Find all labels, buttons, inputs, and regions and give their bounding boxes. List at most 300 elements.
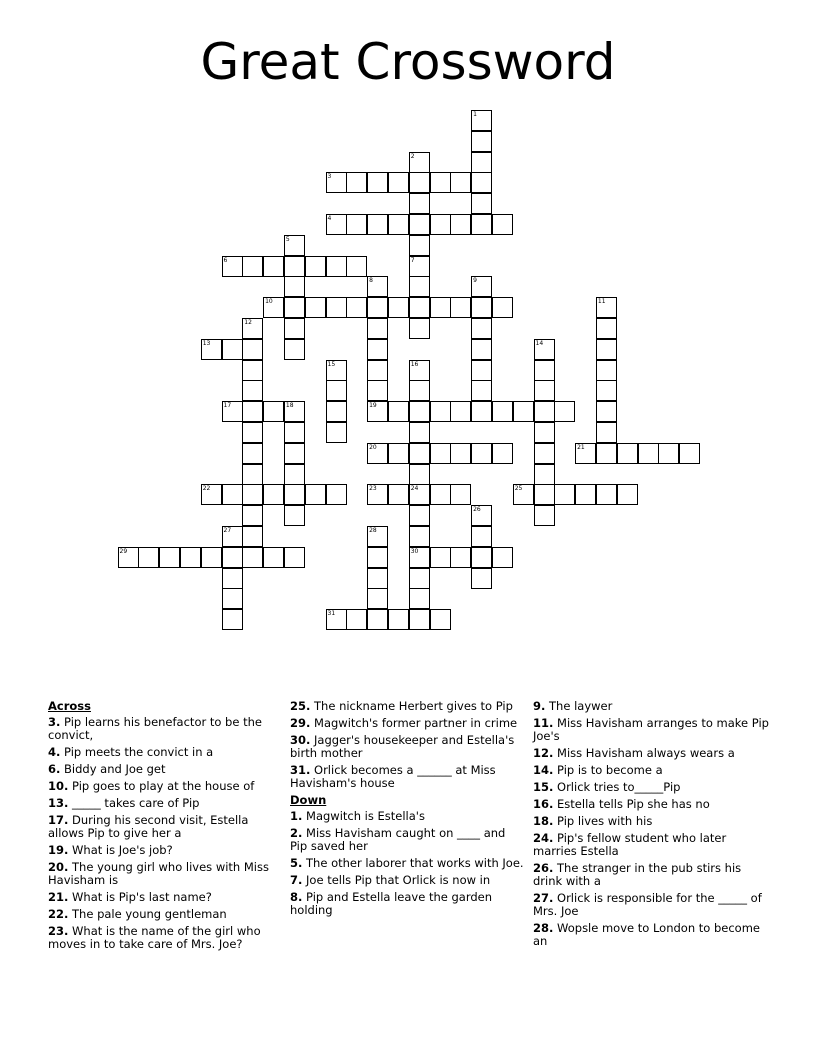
cell-number: 20 [369,443,377,451]
clue-item [533,747,769,760]
grid-cell[interactable] [367,276,388,297]
grid-cell[interactable] [159,547,180,568]
grid-cell[interactable] [284,484,305,505]
grid-cell[interactable] [492,547,513,568]
grid-cell[interactable] [180,547,201,568]
grid-cell[interactable] [409,484,430,505]
clue-text: Pip goes to play at the house of [68,779,255,793]
grid-cell[interactable] [471,172,492,193]
clue-number: 23. [48,924,69,938]
clue-text: Jagger's housekeeper and Estella's birth mother [290,733,515,760]
clue-text: Orlick becomes a ______ at Miss Havisham's house [290,763,496,790]
clue-number: 20. [48,860,69,874]
clue-number: 28. [533,921,554,935]
grid-cell[interactable] [326,172,347,193]
clue-item [290,827,526,853]
grid-cell[interactable] [471,380,492,401]
clue-text: Pip learns his benefactor to be the convict, [48,715,262,742]
grid-cell[interactable] [430,547,451,568]
grid-cell[interactable] [284,276,305,297]
grid-cell[interactable] [242,401,263,422]
grid-cell[interactable] [367,401,388,422]
grid-cell[interactable] [409,297,430,318]
cell-number: 21 [577,443,585,451]
clue-column-3 [533,700,769,952]
grid-cell[interactable] [492,214,513,235]
grid-cell[interactable] [201,547,222,568]
grid-cell[interactable] [222,401,243,422]
grid-cell[interactable] [367,526,388,547]
grid-cell[interactable] [222,484,243,505]
clue-text: Miss Havisham caught on ____ and Pip saved her [290,826,506,853]
clue-number: 16. [533,797,554,811]
grid-cell[interactable] [222,588,243,609]
grid-cell[interactable] [471,360,492,381]
clue-heading: Across [48,699,91,713]
clue-text: Biddy and Joe get [60,762,166,776]
grid-cell[interactable] [409,214,430,235]
grid-cell[interactable] [367,172,388,193]
grid-cell[interactable] [222,547,243,568]
grid-cell[interactable] [575,443,596,464]
grid-cell[interactable] [409,609,430,630]
clue-text: Pip meets the convict in a [60,745,214,759]
grid-cell[interactable] [430,172,451,193]
clue-item [48,814,284,840]
grid-cell[interactable] [409,401,430,422]
clue-number: 2. [290,826,303,840]
cell-number: 7 [410,256,415,264]
cell-number: 31 [327,610,336,618]
clue-text: Estella tells Pip she has no [553,797,710,811]
clue-item [48,716,284,742]
grid-cell[interactable] [430,297,451,318]
clue-number: 19. [48,843,69,857]
clue-number: 5. [290,856,303,870]
clue-item [533,862,769,888]
grid-cell[interactable] [242,464,263,485]
clue-text: Magwitch is Estella's [302,809,425,823]
grid-cell[interactable] [450,401,471,422]
clue-text: What is the name of the girl who moves in to take care of Mrs. Joe? [48,924,261,951]
cell-number: 3 [327,173,332,181]
clue-number: 12. [533,746,554,760]
cell-number: 13 [202,339,211,347]
grid-cell[interactable] [284,464,305,485]
grid-cell[interactable] [326,484,347,505]
clue-item [290,700,526,713]
grid-cell[interactable] [242,484,263,505]
grid-cell[interactable] [388,443,409,464]
grid-cell[interactable] [388,297,409,318]
grid-cell[interactable] [222,609,243,630]
grid-cell[interactable] [284,297,305,318]
grid-cell[interactable] [346,172,367,193]
cell-number: 11 [597,298,606,306]
grid-cell[interactable] [409,568,430,589]
cell-number: 23 [369,485,377,493]
grid-cell[interactable] [284,422,305,443]
grid-cell[interactable] [326,380,347,401]
grid-cell[interactable] [388,401,409,422]
grid-cell[interactable] [409,380,430,401]
grid-cell[interactable] [430,609,451,630]
grid-cell[interactable] [471,297,492,318]
grid-cell[interactable] [534,401,555,422]
cell-number: 6 [223,256,228,264]
grid-cell[interactable] [346,297,367,318]
grid-cell[interactable] [471,318,492,339]
grid-cell[interactable] [450,443,471,464]
grid-cell[interactable] [409,547,430,568]
grid-cell[interactable] [118,547,139,568]
grid-cell[interactable] [471,526,492,547]
grid-cell[interactable] [596,401,617,422]
grid-cell[interactable] [326,422,347,443]
clue-number: 7. [290,873,303,887]
grid-cell[interactable] [534,360,555,381]
clue-column-1 [48,700,284,955]
clue-item [48,861,284,887]
grid-cell[interactable] [367,547,388,568]
clue-item [290,891,526,917]
grid-cell[interactable] [242,256,263,277]
grid-cell[interactable] [596,360,617,381]
grid-cell[interactable] [409,172,430,193]
cell-number: 10 [265,298,273,306]
clue-item [533,892,769,918]
clue-item [290,717,526,730]
clue-number: 10. [48,779,69,793]
grid-cell[interactable] [471,152,492,173]
grid-cell[interactable] [596,318,617,339]
grid-cell[interactable] [430,484,451,505]
grid-cell[interactable] [201,339,222,360]
clue-item [533,764,769,777]
grid-cell[interactable] [409,360,430,381]
grid-cell[interactable] [263,484,284,505]
clue-number: 4. [48,745,61,759]
grid-cell[interactable] [367,484,388,505]
clue-text: What is Joe's job? [68,843,173,857]
grid-cell[interactable] [326,401,347,422]
cell-number: 27 [223,527,232,534]
cell-number: 16 [410,360,419,368]
clue-text: _____ takes care of Pip [68,796,200,810]
grid-cell[interactable] [388,609,409,630]
grid-cell[interactable] [242,318,263,339]
grid-cell[interactable] [534,339,555,360]
cell-number: 15 [327,360,336,368]
grid-cell[interactable] [409,318,430,339]
grid-cell[interactable] [326,256,347,277]
clue-number: 11. [533,716,554,730]
clue-text: Pip lives with his [553,814,653,828]
grid-cell[interactable] [284,505,305,526]
grid-cell[interactable] [263,401,284,422]
grid-cell[interactable] [430,443,451,464]
grid-cell[interactable] [534,464,555,485]
clue-number: 8. [290,890,303,904]
grid-cell[interactable] [534,380,555,401]
clue-text: The laywer [545,699,613,713]
clue-item [48,780,284,793]
grid-cell[interactable] [367,380,388,401]
grid-cell[interactable] [638,443,659,464]
grid-cell[interactable] [242,360,263,381]
grid-cell[interactable] [409,505,430,526]
grid-cell[interactable] [346,609,367,630]
clue-number: 21. [48,890,69,904]
grid-cell[interactable] [471,214,492,235]
grid-cell[interactable] [409,193,430,214]
grid-cell[interactable] [575,484,596,505]
grid-cell[interactable] [367,318,388,339]
clue-text: Miss Havisham always wears a [553,746,735,760]
grid-cell[interactable] [284,235,305,256]
grid-cell[interactable] [430,401,451,422]
clue-number: 3. [48,715,61,729]
grid-cell[interactable] [284,401,305,422]
clue-column-2 [290,700,526,921]
grid-cell[interactable] [471,110,492,131]
clue-number: 6. [48,762,61,776]
clue-text: The young girl who lives with Miss Havisham is [48,860,269,887]
grid-cell[interactable] [492,443,513,464]
clue-item [533,832,769,858]
cell-number: 30 [410,547,419,555]
clue-item [290,874,526,887]
cell-number: 18 [285,402,294,410]
grid-cell[interactable] [471,547,492,568]
cell-number: 19 [369,402,377,410]
grid-cell[interactable] [554,401,575,422]
clue-number: 13. [48,796,69,810]
clue-item [48,763,284,776]
grid-cell[interactable] [138,547,159,568]
grid-cell[interactable] [326,609,347,630]
grid-cell[interactable] [346,256,367,277]
cell-number: 22 [202,485,211,493]
clue-text: Wopsle move to London to become an [533,921,760,948]
clue-item [48,844,284,857]
grid-cell[interactable] [596,422,617,443]
grid-cell[interactable] [534,443,555,464]
grid-cell[interactable] [284,547,305,568]
grid-cell[interactable] [409,464,430,485]
clue-text: Pip is to become a [553,763,663,777]
grid-cell[interactable] [222,339,243,360]
grid-cell[interactable] [263,547,284,568]
clue-item [533,815,769,828]
grid-cell[interactable] [367,609,388,630]
grid-cell[interactable] [471,443,492,464]
grid-cell[interactable] [596,443,617,464]
clue-number: 9. [533,699,546,713]
grid-cell[interactable] [242,339,263,360]
clue-number: 22. [48,907,69,921]
cell-number: 17 [223,402,232,410]
clue-item [48,746,284,759]
clue-item [48,797,284,810]
clue-item [290,810,526,823]
clue-item [533,781,769,794]
grid-cell[interactable] [367,214,388,235]
grid-cell[interactable] [409,276,430,297]
grid-cell[interactable] [326,214,347,235]
grid-cell[interactable] [346,214,367,235]
clue-text: Joe tells Pip that Orlick is now in [302,873,491,887]
grid-cell[interactable] [263,297,284,318]
grid-cell[interactable] [222,568,243,589]
grid-cell[interactable] [409,152,430,173]
grid-cell[interactable] [388,214,409,235]
grid-cell[interactable] [284,256,305,277]
clue-number: 14. [533,763,554,777]
clue-text: Miss Havisham arranges to make Pip Joe's [533,716,769,743]
grid-cell[interactable] [471,276,492,297]
grid-cell[interactable] [554,484,575,505]
grid-cell[interactable] [596,380,617,401]
grid-cell[interactable] [492,401,513,422]
cell-number: 25 [514,485,523,493]
cell-number: 29 [119,547,128,555]
clue-item [533,798,769,811]
cell-number: 2 [410,152,415,160]
cell-number: 9 [473,277,477,285]
grid-cell[interactable] [450,484,471,505]
grid-cell[interactable] [596,484,617,505]
grid-cell[interactable] [471,131,492,152]
clue-item [533,922,769,948]
grid-cell[interactable] [534,484,555,505]
grid-cell[interactable] [326,297,347,318]
clue-heading: Down [290,793,327,807]
grid-cell[interactable] [617,484,638,505]
grid-cell[interactable] [367,360,388,381]
clue-text: Magwitch's former partner in crime [310,716,518,730]
grid-cell[interactable] [450,547,471,568]
grid-cell[interactable] [596,339,617,360]
grid-cell[interactable] [617,443,638,464]
clue-number: 1. [290,809,303,823]
grid-cell[interactable] [305,297,326,318]
grid-cell[interactable] [471,339,492,360]
clue-number: 30. [290,733,311,747]
grid-cell[interactable] [513,401,534,422]
grid-cell[interactable] [409,526,430,547]
cell-number: 12 [244,319,252,326]
clue-text: The nickname Herbert gives to Pip [310,699,513,713]
grid-cell[interactable] [388,172,409,193]
grid-cell[interactable] [471,505,492,526]
grid-cell[interactable] [450,297,471,318]
grid-cell[interactable] [367,568,388,589]
grid-cell[interactable] [222,526,243,547]
grid-cell[interactable] [242,526,263,547]
clue-item [533,700,769,713]
cell-number: 26 [473,506,481,514]
grid-cell[interactable] [492,297,513,318]
clue-number: 31. [290,763,311,777]
clue-item [48,908,284,921]
cell-number: 14 [535,339,544,347]
cell-number: 24 [410,485,419,493]
grid-cell[interactable] [409,588,430,609]
grid-cell[interactable] [242,443,263,464]
grid-cell[interactable] [388,484,409,505]
clue-number: 25. [290,699,311,713]
clue-text: During his second visit, Estella allows Pip to give her a [48,813,249,840]
clue-text: The pale young gentleman [68,907,227,921]
grid-cell[interactable] [284,318,305,339]
grid-cell[interactable] [471,568,492,589]
clue-text: Pip and Estella leave the garden holding [290,890,493,917]
grid-cell[interactable] [450,214,471,235]
clue-item [48,891,284,904]
grid-cell[interactable] [263,256,284,277]
grid-cell[interactable] [430,214,451,235]
grid-cell[interactable] [409,443,430,464]
clue-item [290,857,526,870]
cell-number: 8 [369,277,373,285]
grid-cell[interactable] [305,484,326,505]
clue-text: What is Pip's last name? [68,890,212,904]
clue-text: The stranger in the pub stirs his drink with a [533,861,742,888]
grid-cell[interactable] [326,360,347,381]
clue-text: Orlick is responsible for the _____ of Mrs. Joe [533,891,762,918]
grid-cell[interactable] [305,256,326,277]
grid-cell[interactable] [471,401,492,422]
clue-text: Orlick tries to_____Pip [553,780,681,794]
clue-number: 18. [533,814,554,828]
grid-cell[interactable] [679,443,700,464]
grid-cell[interactable] [596,297,617,318]
grid-cell[interactable] [242,547,263,568]
clue-number: 15. [533,780,554,794]
grid-cell[interactable] [201,484,222,505]
grid-cell[interactable] [409,422,430,443]
grid-cell[interactable] [409,256,430,277]
grid-cell[interactable] [284,443,305,464]
grid-cell[interactable] [367,339,388,360]
clue-number: 26. [533,861,554,875]
grid-cell[interactable] [450,172,471,193]
grid-cell[interactable] [534,505,555,526]
grid-cell[interactable] [242,380,263,401]
clue-number: 27. [533,891,554,905]
grid-cell[interactable] [242,422,263,443]
grid-cell[interactable] [513,484,534,505]
grid-cell[interactable] [471,193,492,214]
grid-cell[interactable] [367,588,388,609]
cell-number: 1 [473,111,477,118]
clue-text: Pip's fellow student who later marries Estella [533,831,727,858]
cell-number: 5 [285,235,290,243]
clue-item [48,925,284,951]
grid-cell[interactable] [242,505,263,526]
clue-item [290,764,526,790]
grid-cell[interactable] [367,443,388,464]
grid-cell[interactable] [409,235,430,256]
grid-cell[interactable] [658,443,679,464]
grid-cell[interactable] [367,297,388,318]
grid-cell[interactable] [284,339,305,360]
grid-cell[interactable] [222,256,243,277]
grid-cell[interactable] [534,422,555,443]
cell-number: 4 [327,215,332,222]
clue-number: 29. [290,716,311,730]
